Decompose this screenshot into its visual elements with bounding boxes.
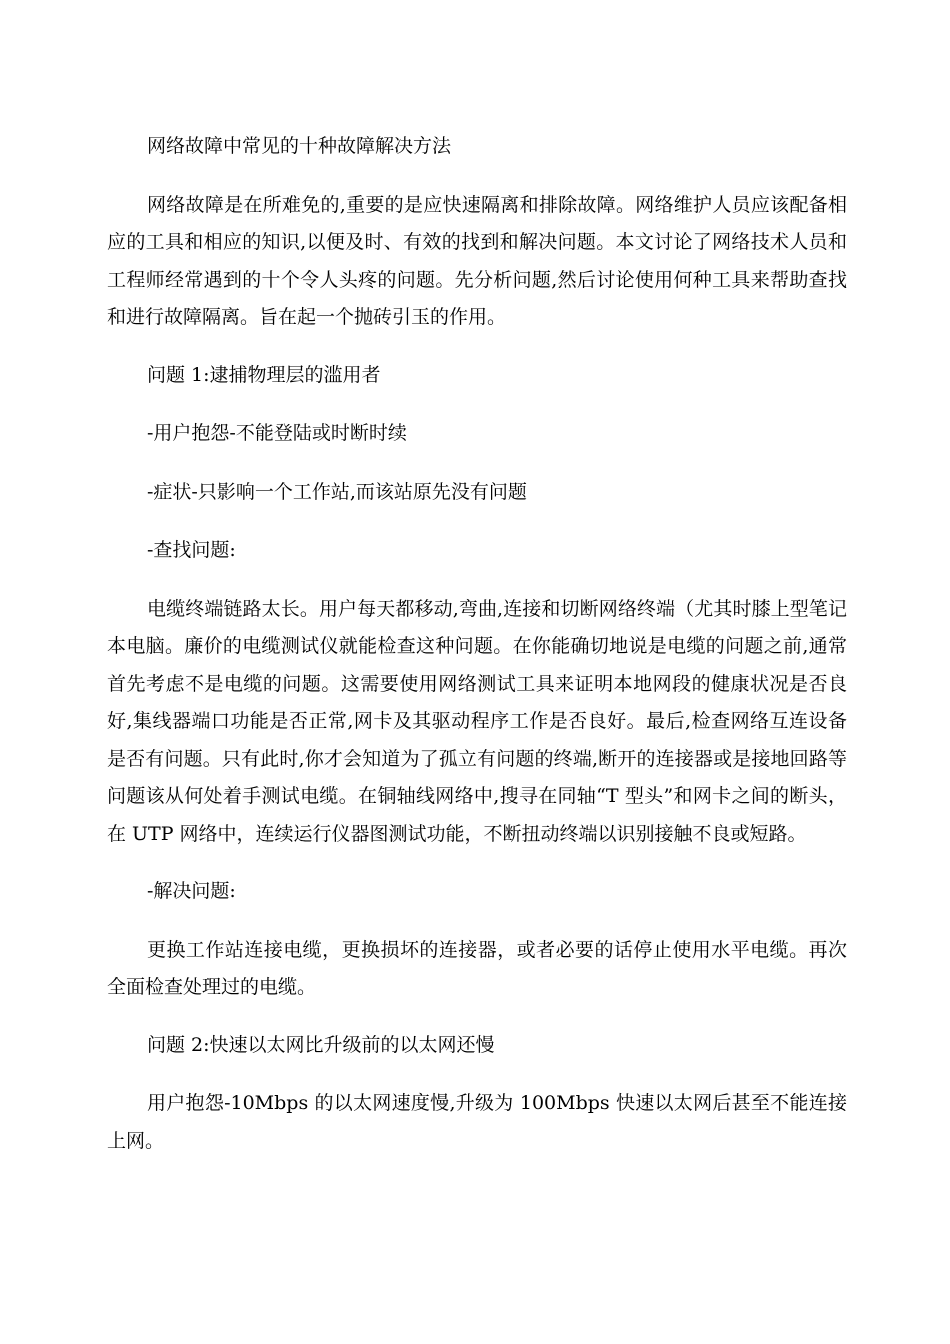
problem-1-find-body: 电缆终端链路太长。用户每天都移动,弯曲,连接和切断网络终端（尤其时膝上型笔记本电脑。廉价的电缆测试仪就能检查这种问题。在你能确切地说是电缆的问题之前,通常首先考虑不是电缆的问题。这需要使用网络测试工具来证明本地网段的健康状况是否良好,集线器端口功能是否正常,网卡及其驱动程序工作是否良好。最后,检查网络互连设备是否有问题。只有此时,你才会知道为了孤立有问题的终端,断开的连接器或是接地回路等问题该从何处着手测试电缆。在铜轴线网络中,搜寻在同轴“T 型头”和网卡之间的断头，在 UTP 网络中，连续运行仪器图测试功能，不断扭动终端以识别接触不良或短路。 (107, 597, 847, 845)
problem-1-symptom: -症状-只影响一个工作站,而该站原先没有问题 (147, 480, 527, 503)
paragraph-intro: 网络故障是在所难免的,重要的是应快速隔离和排除故障。网络维护人员应该配备相应的工具和相应的知识,以便及时、有效的找到和解决问题。本文讨论了网络技术人员和工程师经常遇到的十个令人头疼的问题。先分析问题,然后讨论使用何种工具来帮助查找和进行故障隔离。旨在起一个抛砖引玉的作用。 (107, 193, 847, 328)
problem-2-heading: 问题 2:快速以太网比升级前的以太网还慢 (147, 1033, 495, 1056)
problem-1-find-label: -查找问题: (147, 539, 236, 561)
document-title: 网络故障中常见的十种故障解决方法 (147, 135, 452, 157)
problem-2-complaint: 用户抱怨-10Mbps 的以太网速度慢,升级为 100Mbps 快速以太网后甚至不能连接上网。 (107, 1092, 847, 1152)
problem-1-heading: 问题 1:逮捕物理层的滥用者 (147, 363, 381, 386)
document-body (107, 128, 847, 1180)
problem-1-complaint: -用户抱怨-不能登陆或时断时续 (147, 422, 407, 444)
problem-1-solve-label: -解决问题: (147, 880, 236, 902)
problem-1-solve-body: 更换工作站连接电缆，更换损坏的连接器，或者必要的话停止使用水平电缆。再次全面检查处理过的电缆。 (107, 938, 847, 998)
